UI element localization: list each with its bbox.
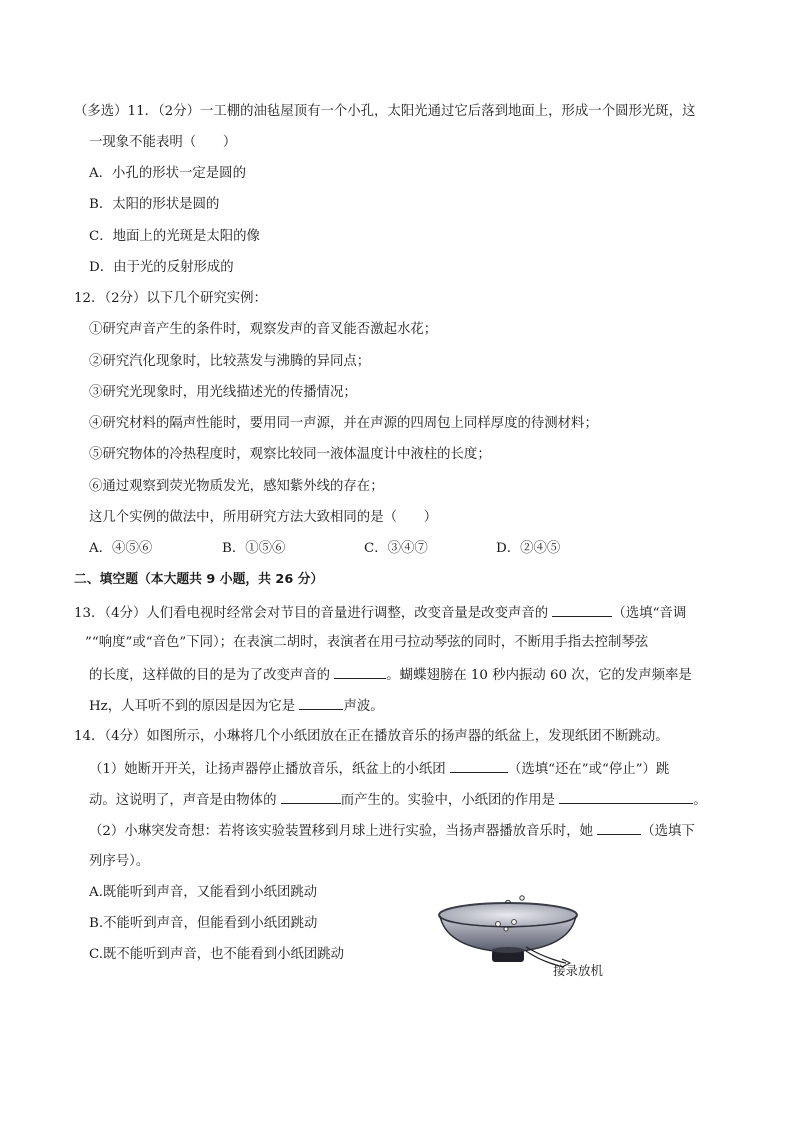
- q13-line3: [89, 664, 692, 686]
- q11-option-a: A．小孔的形状一定是圆的: [89, 166, 246, 181]
- q13-line1: [74, 602, 686, 624]
- q12-item-6: ⑥通过观察到荧光物质发光，感知紫外线的存在；: [89, 479, 384, 494]
- q13-text-1a: 13．（4分）人们看电视时经常会对节目的音量进行调整，改变音量是改变声音的: [74, 606, 553, 621]
- q14-text-4b: （选填下: [641, 824, 695, 839]
- q14-text-3c: 。: [693, 793, 707, 808]
- q14-option-a: A.既能听到声音，又能看到小纸团跳动: [89, 885, 318, 900]
- q11-stem-line1: （多选）11．（2分）一工棚的油毡屋顶有一个小孔，太阳光通过它后落到地面上，形成一个圆形光斑，这: [74, 104, 696, 119]
- q11-option-c: C．地面上的光斑是太阳的像: [89, 229, 260, 244]
- q13-blank-3[interactable]: [299, 695, 343, 710]
- q14-text-3b: 而产生的。实验中，小纸团的作用是: [340, 793, 560, 808]
- q12-item-1: ①研究声音产生的条件时，观察发声的音叉能否激起水花；: [89, 322, 438, 337]
- q14-line4: [89, 820, 695, 842]
- q14-blank-4[interactable]: [597, 820, 641, 835]
- q13-text-1b: （选填“音调: [612, 606, 687, 621]
- q14-text-4a: （2）小琳突发奇想：若将该实验装置移到月球上进行实验，当扬声器播放音乐时，她: [89, 824, 598, 839]
- q12-item-4: ④研究材料的隔声性能时，要用同一声源，并在声源的四周包上同样厚度的待测材料；: [89, 416, 598, 431]
- q14-text-2a: （1）她断开开关，让扬声器停止播放音乐，纸盆上的小纸团: [89, 762, 450, 777]
- q14-line5: 列序号）。: [89, 854, 150, 869]
- q14-text-2b: （选填“还在”或“停止”）跳: [507, 762, 670, 777]
- q13-text-3b: 。蝴蝶翅膀在 10 秒内振动 60 次，它的发声频率是: [386, 668, 692, 683]
- q13-text-3a: 的长度，这样做的目的是为了改变声音的: [89, 668, 335, 683]
- q13-line4: [89, 695, 384, 717]
- q14-option-c: C.既不能听到声音，也不能看到小纸团跳动: [89, 947, 345, 962]
- q14-line3: [89, 789, 707, 811]
- q12-option-c: C．③④⑦: [364, 541, 428, 556]
- q14-stem: 14．（4分）如图所示，小琳将几个小纸团放在正在播放音乐的扬声器的纸盆上，发现纸团不断跳动。: [74, 729, 669, 744]
- q12-stem: 12．（2分）以下几个研究实例：: [74, 291, 267, 306]
- section-title: 二、填空题（本大题共 9 小题，共 26 分）: [74, 572, 324, 587]
- q14-blank-1[interactable]: [450, 758, 508, 773]
- q14-option-b: B.不能听到声音，但能看到小纸团跳动: [89, 916, 318, 931]
- q12-option-a: A．④⑤⑥: [89, 541, 153, 556]
- figure-caption: 接录放机: [553, 963, 604, 978]
- q12-option-b: B．①⑤⑥: [222, 541, 286, 556]
- q13-text-4b: 声波。: [343, 699, 384, 714]
- q11-option-b: B．太阳的形状是圆的: [89, 197, 220, 212]
- q12-item-5: ⑤研究物体的冷热程度时，观察比较同一液体温度计中液柱的长度；: [89, 447, 491, 462]
- q11-option-d: D．由于光的反射形成的: [89, 260, 234, 275]
- q14-blank-3[interactable]: [559, 789, 693, 804]
- q13-text-4a: Hz，人耳听不到的原因是因为它是: [89, 699, 300, 714]
- q13-blank-1[interactable]: [552, 602, 612, 617]
- q11-stem-line2: 一现象不能表明（ ）: [89, 135, 237, 150]
- q12-item-2: ②研究汽化现象时，比较蒸发与沸腾的异同点；: [89, 354, 371, 369]
- q14-line2: [89, 758, 669, 780]
- q13-blank-2[interactable]: [334, 664, 386, 679]
- q13-line2: ”“响度”或“音色”下同）；在表演二胡时，表演者在用弓拉动琴弦的同时，不断用手指去控制琴弦: [85, 635, 649, 650]
- q12-question: 这几个实例的做法中，所用研究方法大致相同的是（ ）: [89, 510, 438, 525]
- q12-item-3: ③研究光现象时，用光线描述光的传播情况；: [89, 385, 357, 400]
- q14-text-3a: 动。这说明了，声音是由物体的: [89, 793, 281, 808]
- q14-blank-2[interactable]: [281, 789, 341, 804]
- q12-option-d: D．②④⑤: [496, 541, 561, 556]
